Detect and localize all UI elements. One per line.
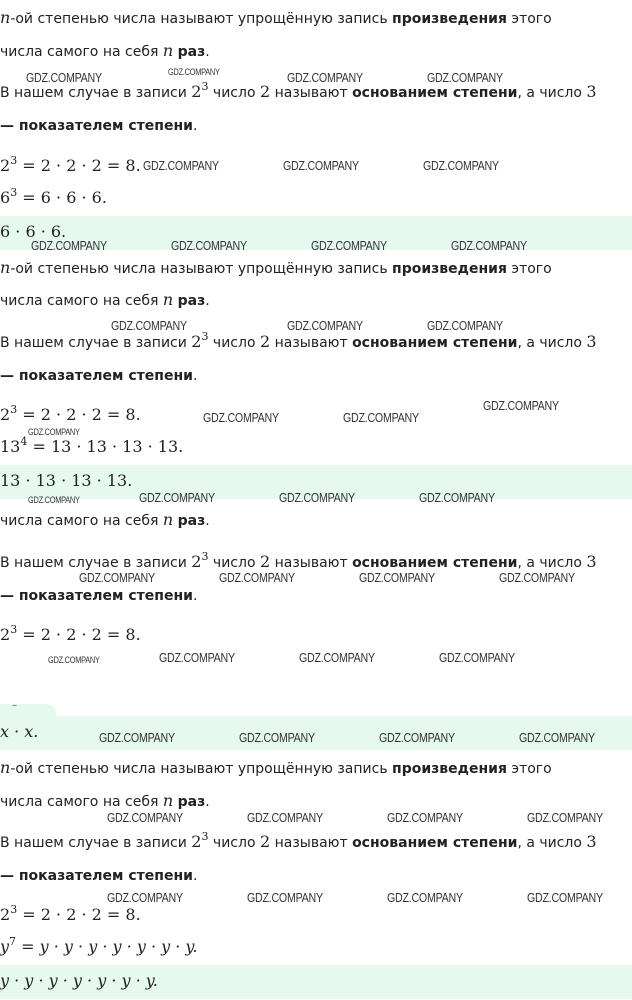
definition-line-2: числа самого на себя n раз.: [0, 41, 210, 60]
watermark: GDZ.COMPANY: [379, 730, 455, 745]
answer-box: [0, 965, 632, 999]
watermark: GDZ.COMPANY: [311, 238, 387, 253]
definition-line-1: n-ой степенью числа называют упрощённую запись произведения этого: [0, 258, 552, 277]
watermark: GDZ.COMPANY: [247, 890, 323, 905]
watermark: GDZ.COMPANY: [143, 158, 219, 173]
watermark: GDZ.COMPANY: [451, 238, 527, 253]
watermark: GDZ.COMPANY: [483, 398, 559, 413]
watermark: GDZ.COMPANY: [28, 495, 80, 505]
watermark: GDZ.COMPANY: [107, 810, 183, 825]
problem-equation: $y^7 = y \cdot y \cdot y \cdot y \cdot y \cdot y \cdot y$.: [0, 935, 198, 956]
base-explanation-line: В нашем случае в записи $2^3$ число 2 называют основанием степени, а число 3: [0, 80, 597, 101]
watermark: GDZ.COMPANY: [499, 570, 575, 585]
watermark: GDZ.COMPANY: [159, 650, 235, 665]
watermark: GDZ.COMPANY: [28, 427, 80, 437]
definition-line-2: числа самого на себя n раз.: [0, 791, 210, 810]
watermark: GDZ.COMPANY: [203, 410, 279, 425]
watermark: GDZ.COMPANY: [239, 730, 315, 745]
watermark: GDZ.COMPANY: [427, 318, 503, 333]
watermark: GDZ.COMPANY: [107, 890, 183, 905]
watermark: GDZ.COMPANY: [219, 570, 295, 585]
answer-text: 13 · 13 · 13 · 13.: [0, 471, 133, 490]
watermark: GDZ.COMPANY: [31, 238, 107, 253]
watermark: GDZ.COMPANY: [287, 318, 363, 333]
watermark: GDZ.COMPANY: [168, 67, 220, 77]
tab-mark: –: [12, 700, 17, 711]
answer-tab: [0, 700, 56, 716]
base-explanation-line: В нашем случае в записи $2^3$ число 2 называют основанием степени, а число 3: [0, 330, 597, 351]
exponent-explanation-line: — показателем степени.: [0, 118, 198, 134]
exponent-explanation-line: — показателем степени.: [0, 588, 198, 604]
watermark: GDZ.COMPANY: [419, 490, 495, 505]
watermark: GDZ.COMPANY: [26, 70, 102, 85]
watermark: GDZ.COMPANY: [247, 810, 323, 825]
watermark: GDZ.COMPANY: [387, 810, 463, 825]
watermark: GDZ.COMPANY: [139, 490, 215, 505]
watermark: GDZ.COMPANY: [387, 890, 463, 905]
definition-line-2: числа самого на себя n раз.: [0, 290, 210, 309]
watermark: GDZ.COMPANY: [48, 655, 100, 665]
example-equation: $2^3 = 2 \cdot 2 \cdot 2 = 8$.: [0, 154, 141, 175]
answer-text: 6 · 6 · 6.: [0, 222, 67, 241]
watermark: GDZ.COMPANY: [439, 650, 515, 665]
watermark: GDZ.COMPANY: [423, 158, 499, 173]
definition-line-1: n-ой степенью числа называют упрощённую запись произведения этого: [0, 758, 552, 777]
example-equation: $2^3 = 2 \cdot 2 \cdot 2 = 8$.: [0, 623, 141, 644]
answer-text: y · y · y · y · y · y · y.: [0, 971, 158, 990]
watermark: GDZ.COMPANY: [111, 318, 187, 333]
watermark: GDZ.COMPANY: [283, 158, 359, 173]
watermark: GDZ.COMPANY: [287, 70, 363, 85]
watermark: GDZ.COMPANY: [279, 490, 355, 505]
example-equation: $2^3 = 2 \cdot 2 \cdot 2 = 8$.: [0, 403, 141, 424]
base-explanation-line: В нашем случае в записи $2^3$ число 2 называют основанием степени, а число 3: [0, 550, 597, 571]
problem-equation: $13^4 = 13 \cdot 13 \cdot 13 \cdot 13$.: [0, 435, 184, 456]
answer-text: x · x.: [0, 722, 39, 741]
example-equation: $2^3 = 2 \cdot 2 \cdot 2 = 8$.: [0, 903, 141, 924]
watermark: GDZ.COMPANY: [343, 410, 419, 425]
watermark: GDZ.COMPANY: [427, 70, 503, 85]
watermark: GDZ.COMPANY: [299, 650, 375, 665]
problem-equation: $6^3 = 6 \cdot 6 \cdot 6$.: [0, 186, 107, 207]
watermark: GDZ.COMPANY: [519, 730, 595, 745]
watermark: GDZ.COMPANY: [527, 810, 603, 825]
watermark: GDZ.COMPANY: [359, 570, 435, 585]
exponent-explanation-line: — показателем степени.: [0, 868, 198, 884]
watermark: GDZ.COMPANY: [171, 238, 247, 253]
watermark: GDZ.COMPANY: [99, 730, 175, 745]
base-explanation-line: В нашем случае в записи $2^3$ число 2 называют основанием степени, а число 3: [0, 830, 597, 851]
definition-line-1: n-ой степенью числа называют упрощённую запись произведения этого: [0, 8, 552, 27]
watermark: GDZ.COMPANY: [79, 570, 155, 585]
watermark: GDZ.COMPANY: [527, 890, 603, 905]
exponent-explanation-line: — показателем степени.: [0, 368, 198, 384]
definition-line-2: числа самого на себя n раз.: [0, 510, 210, 529]
